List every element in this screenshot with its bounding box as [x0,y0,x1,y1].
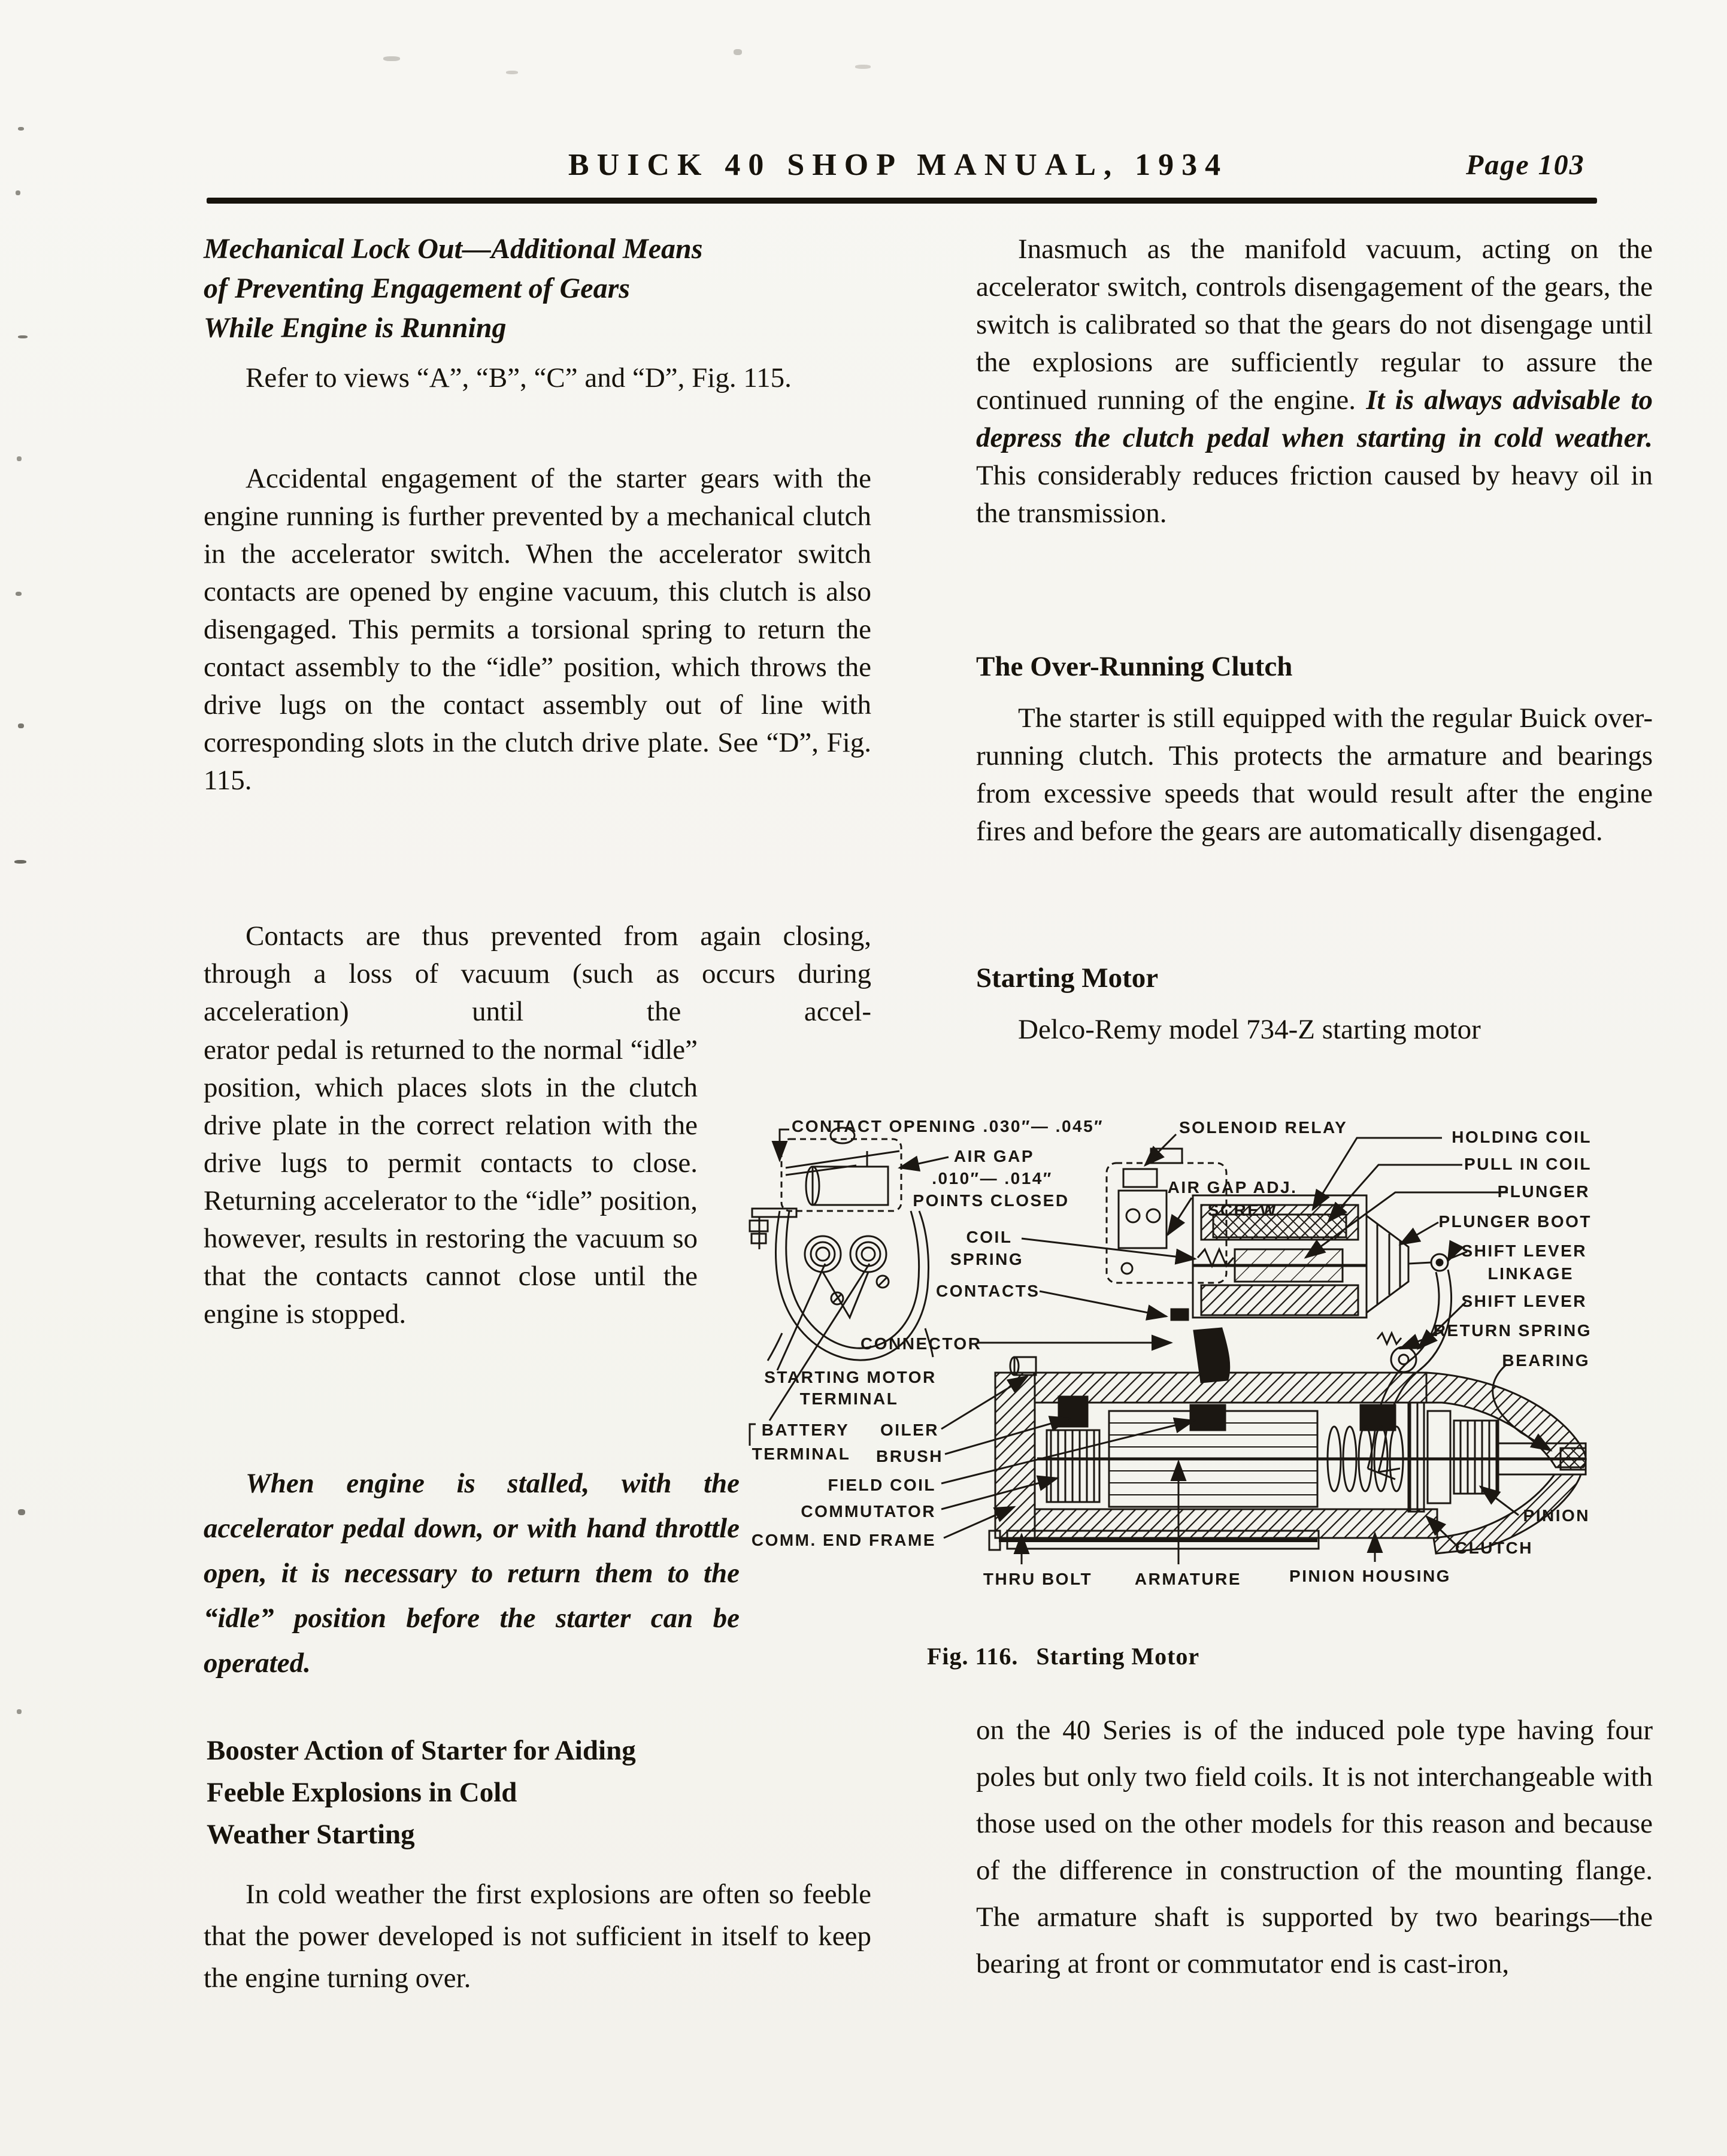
label-starting-motor-terminal-1: STARTING MOTOR [764,1368,937,1386]
figure-starting-motor-diagram [743,1102,1727,1641]
label-plunger-boot: PLUNGER BOOT [1438,1212,1592,1231]
scan-speck [18,723,24,728]
label-coil-spring: SPRING [950,1250,1024,1268]
label-connector: CONNECTOR [861,1334,982,1353]
label-comm-end-frame: COMM. END FRAME [751,1531,936,1549]
page-number: Page 103 [1466,149,1585,181]
section-heading-booster [207,1730,883,1855]
scan-speck [16,190,20,195]
scan-speck [14,860,26,864]
label-solenoid-relay: SOLENOID RELAY [1179,1118,1348,1137]
paragraph-clutch: The starter is still equipped with the regular Buick over-running clutch. This protects the armature and bearings from excessive speeds that would result after the engine fires and before the gears are automatically disengaged. [976,702,1653,847]
label-pinion: PINION [1523,1506,1590,1525]
label-shift-lever-linkage-2: LINKAGE [1487,1264,1574,1283]
label-return-spring: RETURN SPRING [1433,1321,1592,1340]
heading-line: While Engine is Running [204,312,507,344]
scan-speck [383,56,400,61]
label-air-gap: AIR GAP [953,1147,1035,1165]
heading-line: Feeble Explosions in Cold [207,1777,517,1808]
scan-speck [16,592,22,596]
text-run-emphasis: It is always advisable to depress the clutch pedal when starting in cold weather. [976,384,1653,453]
scan-speck [17,1709,22,1714]
label-brush: BRUSH [875,1447,944,1465]
figure-title: Starting Motor [1036,1643,1200,1670]
scan-speck [18,335,28,338]
scan-speck [18,127,24,131]
scan-speck [18,1509,25,1515]
header-rule [207,198,1597,204]
scan-speck [506,71,518,74]
figure-caption [927,1642,1199,1670]
paragraph-delco: Delco-Remy model 734-Z starting motor [1018,1014,1481,1045]
page-header-title: BUICK 40 SHOP MANUAL, 1934 [568,148,1229,182]
label-clutch: CLUTCH [1455,1539,1533,1557]
label-field-coil: FIELD COIL [828,1476,936,1494]
label-battery-terminal-2: TERMINAL [752,1445,851,1463]
label-starting-motor-terminal-2: TERMINAL [799,1389,899,1408]
label-plunger: PLUNGER [1497,1182,1590,1201]
starting-motor-section [989,1357,1586,1554]
label-commutator: COMMUTATOR [801,1502,936,1521]
section-heading-mechanical-lockout [204,229,880,348]
paragraph-refer: Refer to views “A”, “B”, “C” and “D”, Fig. 115. [246,362,792,393]
heading-line: of Preventing Engagement of Gears [204,272,630,304]
heading-line: Booster Action of Starter for Aiding [207,1735,636,1766]
label-battery-terminal-1: BATTERY [761,1421,850,1439]
label-contacts: CONTACTS [936,1282,1040,1300]
scan-speck [734,49,742,55]
scan-speck [855,65,871,69]
figure-number: Fig. 116. [927,1643,1019,1670]
paragraph-inasmuch [976,231,1653,532]
paragraph-stalled-warning: When engine is stalled, with the accelerator pedal down, or with hand throttle open, it is necessary to return them to the “idle” position before the starter can be operated. [204,1468,740,1679]
label-pull-in-coil: PULL IN COIL [1464,1155,1592,1173]
label-contact-opening: CONTACT OPENING .030″— .045″ [792,1117,1104,1135]
label-shift-lever-linkage-1: SHIFT LEVER [1461,1241,1587,1260]
label-shift-lever: SHIFT LEVER [1461,1292,1587,1310]
paragraph-cold-weather: In cold weather the first explosions are often so feeble that the power developed is not sufficient in itself to keep the engine turning over. [204,1879,871,1994]
heading-line: Weather Starting [207,1819,415,1850]
paragraph-accidental: Accidental engagement of the starter gears with the engine running is further prevented by a mechanical clutch in the accelerator switch. When the accelerator switch contacts are opened by engine vacuum, this clutch is also disengaged. This permits a torsional spring to return the contact assembly to the “idle” position, which throws the drive lugs on the contact assembly out of line with corresponding slots in the clutch drive plate. See “D”, Fig. 115. [204,463,871,796]
heading-line: Mechanical Lock Out—Additional Means [204,233,703,265]
section-heading-starting-motor: Starting Motor [976,962,1159,994]
text-run: This considerably reduces friction caused by heavy oil in the transmission. [976,460,1653,529]
paragraph-contacts-wide: Contacts are thus prevented from again closing, through a loss of vacuum (such as occurs during acceleration) until the accel- [204,920,871,1027]
label-bearing: BEARING [1502,1351,1590,1370]
text-run: Inasmuch as the manifold vacuum, acting on the accelerator switch, controls disengagement of the gears, the switch is calibrated so that the gears do not disengage until the explosions are sufficiently regular to assure the continued running of the engine. [976,234,1653,416]
label-coil: COIL [966,1228,1013,1246]
paragraph-contacts-narrow: erator pedal is returned to the normal “idle” position, which places slots in the clutch drive plate in the correct relation with the drive lugs to permit contacts to close. Returning accelerator to the “idle” position, however, results in restoring the vacuum so that the contacts cannot close until the engine is stopped. [204,1034,698,1330]
label-air-gap-adj: AIR GAP ADJ. [1167,1178,1298,1197]
label-holding-coil: HOLDING COIL [1452,1128,1592,1146]
label-oiler: OILER [880,1421,940,1439]
label-adj-screw: SCREW [1207,1201,1278,1219]
label-pinion-housing: PINION HOUSING [1289,1567,1451,1585]
scan-speck [17,456,22,461]
label-points-closed: POINTS CLOSED [913,1191,1069,1210]
paragraph-series: on the 40 Series is of the induced pole type having four poles but only two field coils. It is not interchangeable with those used on the other models for this reason and because of the difference in construction of the mounting flange. The armature shaft is supported by two bearings—the bearing at front or commutator end is cast-iron, [976,1715,1653,1979]
label-thru-bolt: THRU BOLT [983,1570,1093,1588]
label-armature: ARMATURE [1134,1570,1242,1588]
section-heading-overrunning-clutch: The Over-Running Clutch [976,651,1293,682]
label-air-gap-range: .010″— .014″ [932,1169,1053,1188]
